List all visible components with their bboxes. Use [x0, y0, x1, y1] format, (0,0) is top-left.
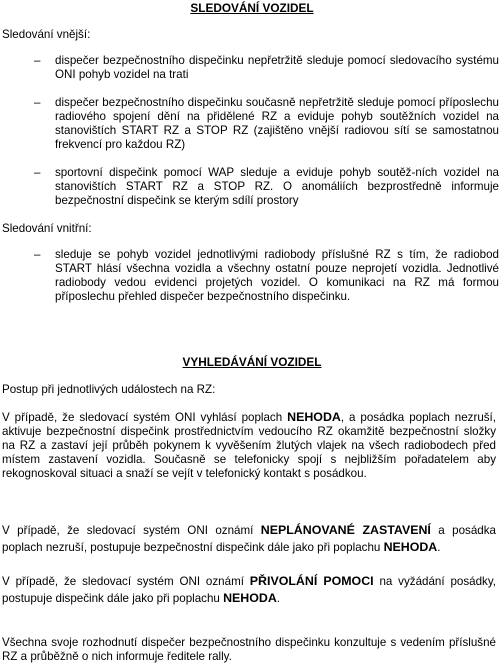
label-internal-tracking: Sledování vnitřní:: [2, 222, 92, 235]
text-run: V případě, že sledovací systém ONI oznámí: [2, 575, 250, 588]
keyword-unplanned-stop: NEPLÁNOVANÉ ZASTAVENÍ: [260, 523, 431, 537]
label-procedure: Postup při jednotlivých událostech na RZ:: [2, 383, 216, 396]
text-run: , a posádka poplach nezruší, aktivuje bezpečnostní dispečink prostřednictvím vedoucího RZ okamžitě bezpečnostní složky na RZ a zastaví její průběh pokynem k vyvěšením žlutých vlajek na všech radiobodech před místem zastavení vozidla. Současně se telefonicky spojí s nejbližším pořadatelem aby rekognoskoval situaci a snaží se vejít v telefonický kontakt s posádkou.: [2, 411, 496, 480]
text-run: .: [437, 541, 441, 554]
text-run: V případě, že sledovací systém ONI oznámí: [2, 524, 261, 537]
bullet-text: sportovní dispečink pomocí WAP sleduje a eviduje pohyb soutěž-ních vozidel na stanovištích START RZ a STOP RZ. O anomáliích bezprostředně informuje bezpečnostní dispečink se kterým sdílí prostory: [55, 166, 499, 207]
bullet-dash: –: [34, 96, 41, 109]
heading-vehicle-tracking: SLEDOVÁNÍ VOZIDEL: [190, 1, 314, 15]
keyword-accident: NEHODA: [383, 540, 438, 554]
heading-vehicle-search: VYHLEDÁVÁNÍ VOZIDEL: [182, 355, 322, 369]
bullet-dash: –: [34, 248, 41, 261]
text-run: V případě, že sledovací systém ONI vyhlásí poplach: [2, 411, 288, 424]
keyword-accident: NEHODA: [287, 410, 341, 424]
bullet-text: dispečer bezpečnostního dispečinku nepřetržitě sleduje pomocí sledovacího systému ONI pohyb vozidel na trati: [55, 54, 499, 81]
paragraph-accident: [2, 410, 496, 481]
paragraph-call-help: [2, 573, 496, 607]
label-external-tracking: Sledování vnější:: [2, 28, 91, 41]
bullet-dash: –: [34, 54, 41, 67]
text-run: a posádka poplach nezruší, postupuje bezpečnostní dispečink dále jako při poplachu: [2, 524, 496, 554]
text-run: na vyžádání posádky, postupuje dispečink dále jako při poplachu: [2, 575, 496, 605]
keyword-accident: NEHODA: [223, 591, 277, 605]
paragraph-decisions: Všechna svoje rozhodnutí dispečer bezpečnostního dispečinku konzultuje s vedením příslušné RZ a průběžně o nich informuje ředitele rally.: [2, 636, 496, 663]
bullet-dash: –: [34, 166, 41, 179]
bullet-text: dispečer bezpečnostního dispečinku současně nepřetržitě sleduje pomocí příposlechu radiového spojení dění na přidělené RZ a eviduje pohyb soutěžních vozidel na stanovištích START RZ a STOP RZ (zajištěno vnější radiovou sítí se samostatnou frekvencí pro každou RZ): [55, 96, 499, 151]
text-run: .: [276, 592, 281, 605]
bullet-text: sleduje se pohyb vozidel jednotlivými radiobody příslušné RZ s tím, že radiobod START hlásí všechna vozidla a všechny ostatní pouze neprojetí vozidla. Jednotlivé radiobody vedou evidenci projetých vozidel. O komunikaci na RZ má formou příposlechu přehled dispečer bezpečnostního dispečinku.: [55, 248, 499, 303]
paragraph-unplanned-stop: [2, 522, 496, 556]
keyword-call-help: PŘIVOLÁNÍ POMOCI: [249, 574, 374, 588]
